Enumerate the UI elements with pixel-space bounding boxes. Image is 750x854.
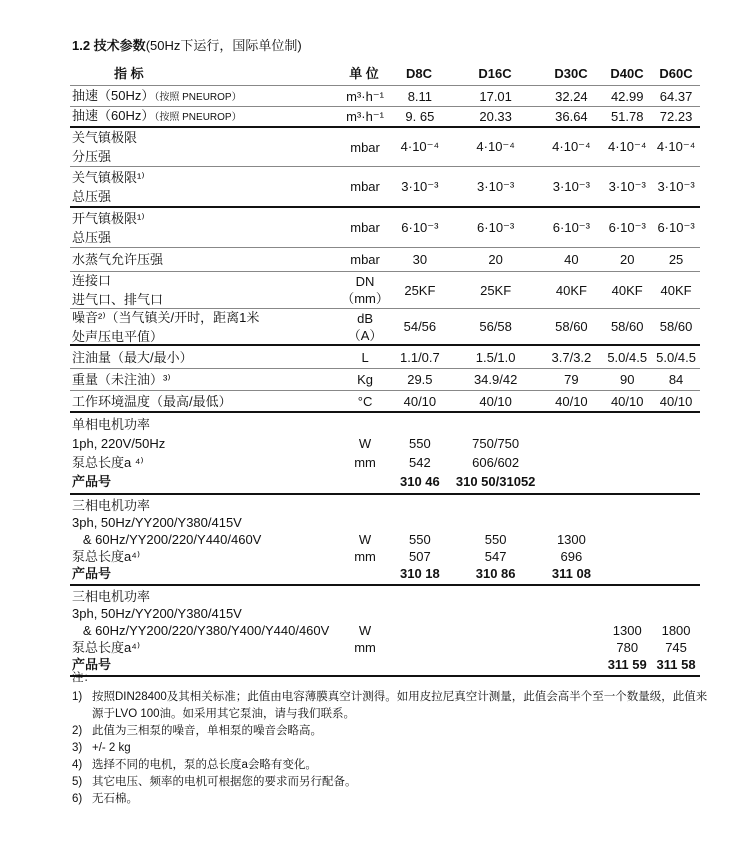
row-label-line: 关气镇极限¹⁾ xyxy=(72,169,145,185)
header-model: D8C xyxy=(405,66,432,81)
motor-line-value: 311 58 xyxy=(656,657,696,672)
row-label-line: 噪音²⁾（当气镇关/开时，距离1米 xyxy=(72,309,260,325)
motor-line xyxy=(70,605,700,622)
row-value: 40/10 xyxy=(659,393,693,409)
row-value: 40KF xyxy=(611,282,643,298)
row-label xyxy=(70,128,341,166)
row-value: 58/60 xyxy=(555,319,588,334)
motor-line xyxy=(70,472,700,491)
motor-line xyxy=(70,622,700,639)
note-text: 无石棉。 xyxy=(92,793,138,805)
motor-line-unit: mm xyxy=(354,549,376,564)
row-label-line: 关气镇极限 xyxy=(72,130,138,145)
row-value: 20 xyxy=(488,252,503,267)
row-unit xyxy=(341,273,389,307)
header-unit: 单 位 xyxy=(349,66,379,81)
row-label-line xyxy=(72,86,341,107)
row-value: 36.64 xyxy=(555,109,588,124)
row-label-line xyxy=(72,106,341,127)
table-row xyxy=(70,346,700,369)
row-label-line: 重量（未注油）³⁾ xyxy=(72,372,171,387)
row-value: 1.5/1.0 xyxy=(475,349,516,365)
motor-block xyxy=(70,586,700,677)
row-label xyxy=(70,392,341,411)
row-value: 1.1/0.7 xyxy=(400,349,440,365)
row-unit-line: DN xyxy=(355,274,375,289)
row-value: 20.33 xyxy=(479,109,512,124)
note-number: 5) xyxy=(72,776,83,788)
motor-line-unit: mm xyxy=(354,640,376,655)
motor-line-label: 1ph, 220V/50Hz xyxy=(72,436,166,451)
motor-line-label: 产品号 xyxy=(72,566,112,581)
row-unit-line: m³·h⁻¹ xyxy=(346,109,385,124)
row-label-line: 注油量（最大/最小） xyxy=(72,349,193,365)
row-value: 3·10⁻³ xyxy=(552,178,590,194)
section-title xyxy=(72,35,302,54)
table-row xyxy=(70,128,700,167)
note-text: 此值为三相泵的噪音，单相泵的噪音会略高。 xyxy=(92,725,322,737)
row-unit xyxy=(341,393,389,410)
row-value: 6·10⁻³ xyxy=(608,219,646,235)
motor-line-value: 606/602 xyxy=(472,455,520,470)
row-label xyxy=(70,86,341,107)
motor-line-label: 3ph, 50Hz/YY200/Y380/415V xyxy=(72,515,242,530)
row-label-line: 分压强 xyxy=(72,149,112,164)
motor-line xyxy=(70,497,700,514)
row-unit-line: dB xyxy=(357,310,374,326)
row-value: 25KF xyxy=(404,282,436,298)
note-item xyxy=(72,757,712,774)
note-number: 6) xyxy=(72,793,83,805)
row-unit-line: mbar xyxy=(350,179,380,194)
motor-line xyxy=(70,434,700,453)
row-label xyxy=(70,370,341,389)
row-value: 42.99 xyxy=(610,88,644,104)
row-value: 3·10⁻³ xyxy=(608,178,646,194)
motor-line-value: 550 xyxy=(409,436,431,451)
spec-table xyxy=(70,62,700,677)
row-value: 90 xyxy=(619,372,635,387)
motor-line xyxy=(70,453,700,472)
row-value: 6·10⁻³ xyxy=(401,219,439,235)
row-unit xyxy=(341,88,389,105)
row-value: 4·10⁻⁴ xyxy=(400,139,440,154)
motor-line-unit: W xyxy=(358,623,372,638)
motor-line-label: 三相电机功率 xyxy=(72,589,151,604)
row-label xyxy=(70,271,341,309)
row-unit xyxy=(341,251,389,268)
row-value: 3·10⁻³ xyxy=(657,178,695,194)
note-text: 选择不同的电机，泵的总长度a会略有变化。 xyxy=(92,759,317,771)
motor-line-value: 745 xyxy=(665,640,687,655)
section-title-bold: 1.2 技术参数 xyxy=(72,38,146,53)
motor-line xyxy=(70,639,700,656)
row-label xyxy=(70,250,341,269)
row-value: 29.5 xyxy=(407,372,433,387)
row-value: 58/60 xyxy=(659,319,693,334)
motor-line-unit: mm xyxy=(354,455,376,470)
motor-line-label: & 60Hz/YY200/220/Y380/Y400/Y440/460V xyxy=(72,623,330,638)
row-unit xyxy=(341,349,389,366)
motor-line-label: 泵总长度a⁴⁾ xyxy=(72,640,141,655)
row-label-line: 连接口 xyxy=(72,273,112,288)
motor-line-value: 310 46 xyxy=(400,474,440,489)
note-number: 3) xyxy=(72,742,83,754)
motor-line-label: 产品号 xyxy=(72,474,112,489)
motor-line xyxy=(70,531,700,548)
row-label-line: 总压强 xyxy=(72,188,112,204)
header-model: D16C xyxy=(478,66,512,81)
row-value: 4·10⁻⁴ xyxy=(476,139,515,154)
motor-line-unit: W xyxy=(358,532,372,547)
motor-line-value: 547 xyxy=(484,549,507,564)
row-value: 84 xyxy=(668,372,684,387)
row-unit xyxy=(341,139,389,156)
header-label: 指 标 xyxy=(114,66,144,81)
row-unit-line: L xyxy=(361,349,369,365)
row-value: 6·10⁻³ xyxy=(657,219,695,235)
motor-line-value: 696 xyxy=(560,549,583,564)
row-value: 54/56 xyxy=(403,319,437,334)
row-label-text: 抽速（50Hz） xyxy=(72,87,155,103)
motor-line-unit: W xyxy=(358,436,372,451)
note-item xyxy=(72,723,712,740)
row-label-line: 开气镇极限¹⁾ xyxy=(72,210,145,226)
row-label-note: （按照 PNEUROP） xyxy=(154,112,242,123)
row-label-text: 抽速（60Hz） xyxy=(72,108,155,123)
motor-line xyxy=(70,588,700,605)
row-value: 9. 65 xyxy=(405,109,435,124)
table-row xyxy=(70,86,700,107)
table-row xyxy=(70,272,700,309)
table-row xyxy=(70,248,700,272)
motor-line-value: 780 xyxy=(616,640,639,655)
row-label xyxy=(70,209,341,247)
motor-line xyxy=(70,415,700,434)
note-number: 1) xyxy=(72,691,83,703)
motor-line-value: 542 xyxy=(409,455,431,470)
row-value: 40KF xyxy=(660,282,692,298)
motor-line-value: 310 50/31052 xyxy=(455,474,536,489)
row-value: 30 xyxy=(412,252,428,267)
note-text: 其它电压、频率的电机可根据您的要求而另行配备。 xyxy=(92,776,357,788)
row-unit xyxy=(341,371,389,388)
row-value: 40KF xyxy=(555,282,587,298)
row-unit-line: m³·h⁻¹ xyxy=(346,88,385,104)
row-label-line: 进气口、排气口 xyxy=(72,292,164,307)
row-label-note: （按照 PNEUROP） xyxy=(154,91,242,103)
row-unit xyxy=(341,108,389,125)
row-value: 25 xyxy=(668,252,684,267)
note-number: 4) xyxy=(72,759,83,771)
motor-line-value: 1300 xyxy=(556,532,586,547)
row-value: 40 xyxy=(564,252,579,267)
table-header xyxy=(70,62,700,86)
row-label-line: 处声压电平值） xyxy=(72,328,164,344)
note-text: 按照DIN28400及其相关标准；此值由电容薄膜真空计测得。如用皮拉尼真空计测量，此值会高半个至一个数量级，此值来源于LVO 100油。如采用其它泵油，请与我们联系。 xyxy=(92,691,708,720)
row-label-line: 总压强 xyxy=(72,229,112,245)
row-value: 40/10 xyxy=(479,393,512,409)
row-value: 4·10⁻⁴ xyxy=(607,139,647,154)
row-label xyxy=(70,308,341,346)
table-row xyxy=(70,369,700,391)
motor-line-value: 1800 xyxy=(661,623,691,638)
motor-line-label: & 60Hz/YY200/220/Y440/460V xyxy=(72,532,262,547)
table-row xyxy=(70,309,700,346)
row-value: 72.23 xyxy=(659,109,693,124)
header-model: D60C xyxy=(659,66,693,81)
row-value: 3·10⁻³ xyxy=(477,178,515,194)
row-value: 40/10 xyxy=(610,393,644,409)
row-value: 79 xyxy=(564,372,579,387)
row-label xyxy=(70,168,341,206)
section-title-rest: (50Hz下运行，国际单位制) xyxy=(145,38,302,53)
row-value: 58/60 xyxy=(610,319,644,334)
row-value: 4·10⁻⁴ xyxy=(656,139,696,154)
table-row xyxy=(70,208,700,248)
row-value: 56/58 xyxy=(479,319,512,334)
row-unit-line: mbar xyxy=(350,139,380,155)
motor-line xyxy=(70,565,700,582)
motor-line-label: 产品号 xyxy=(72,657,112,672)
motor-block xyxy=(70,495,700,586)
motor-line-label: 泵总长度a ⁴⁾ xyxy=(72,455,144,470)
motor-line xyxy=(70,514,700,531)
row-value: 40/10 xyxy=(403,393,437,409)
motor-line-label: 三相电机功率 xyxy=(72,498,151,513)
note-item xyxy=(72,740,712,757)
row-value: 5.0/4.5 xyxy=(656,349,696,365)
row-value: 20 xyxy=(619,252,635,267)
table-row xyxy=(70,391,700,413)
motor-line-value: 310 86 xyxy=(475,566,516,581)
row-value: 51.78 xyxy=(610,109,644,124)
note-number: 2) xyxy=(72,725,83,737)
motor-line-value: 550 xyxy=(409,532,431,547)
header-model: D40C xyxy=(610,66,644,81)
row-value: 3·10⁻³ xyxy=(401,178,439,194)
notes-heading: 注： xyxy=(72,672,95,684)
row-unit xyxy=(341,310,389,344)
row-unit-line: mbar xyxy=(350,252,380,267)
motor-line-label: 3ph, 50Hz/YY200/Y380/415V xyxy=(72,606,242,621)
row-unit xyxy=(341,219,389,236)
motor-line-value: 550 xyxy=(484,532,507,547)
row-label xyxy=(70,106,341,127)
motor-line-value: 310 18 xyxy=(400,566,440,581)
motor-line xyxy=(70,548,700,565)
motor-line-value: 311 59 xyxy=(607,657,647,672)
row-value: 32.24 xyxy=(555,88,588,104)
row-value: 34.9/42 xyxy=(473,372,518,387)
row-unit-line: Kg xyxy=(357,372,374,387)
row-value: 5.0/4.5 xyxy=(607,349,648,365)
row-unit-line: （mm） xyxy=(341,291,389,306)
row-unit-line: mbar xyxy=(350,220,380,235)
row-value: 40/10 xyxy=(555,393,588,409)
row-label-line: 水蒸气允许压强 xyxy=(72,252,164,267)
row-value: 8.11 xyxy=(407,88,433,104)
note-text: +/- 2 kg xyxy=(92,742,131,754)
motor-block xyxy=(70,413,700,495)
note-item xyxy=(72,689,712,723)
table-row xyxy=(70,107,700,128)
motor-line-value: 750/750 xyxy=(472,436,520,451)
row-value: 25KF xyxy=(480,282,512,298)
motor-line-label: 泵总长度a⁴⁾ xyxy=(72,549,141,564)
row-unit xyxy=(341,178,389,195)
row-value: 17.01 xyxy=(479,88,512,104)
row-label xyxy=(70,348,341,367)
row-value: 6·10⁻³ xyxy=(552,219,590,235)
motor-line-value: 507 xyxy=(409,549,431,564)
row-label-line: 工作环境温度（最高/最低） xyxy=(72,393,232,409)
row-value: 4·10⁻⁴ xyxy=(552,139,591,154)
note-item xyxy=(72,774,712,791)
note-item xyxy=(72,791,712,808)
row-value: 64.37 xyxy=(659,88,693,104)
header-model: D30C xyxy=(554,66,588,81)
row-unit-line: °C xyxy=(357,393,373,409)
table-row xyxy=(70,167,700,208)
motor-line-value: 311 08 xyxy=(551,566,591,581)
motor-line-label: 单相电机功率 xyxy=(72,417,151,432)
row-value: 6·10⁻³ xyxy=(477,219,515,235)
row-unit-line: （A） xyxy=(347,327,383,343)
row-value: 3.7/3.2 xyxy=(551,349,592,365)
notes xyxy=(72,670,712,808)
motor-line-value: 1300 xyxy=(612,623,642,638)
